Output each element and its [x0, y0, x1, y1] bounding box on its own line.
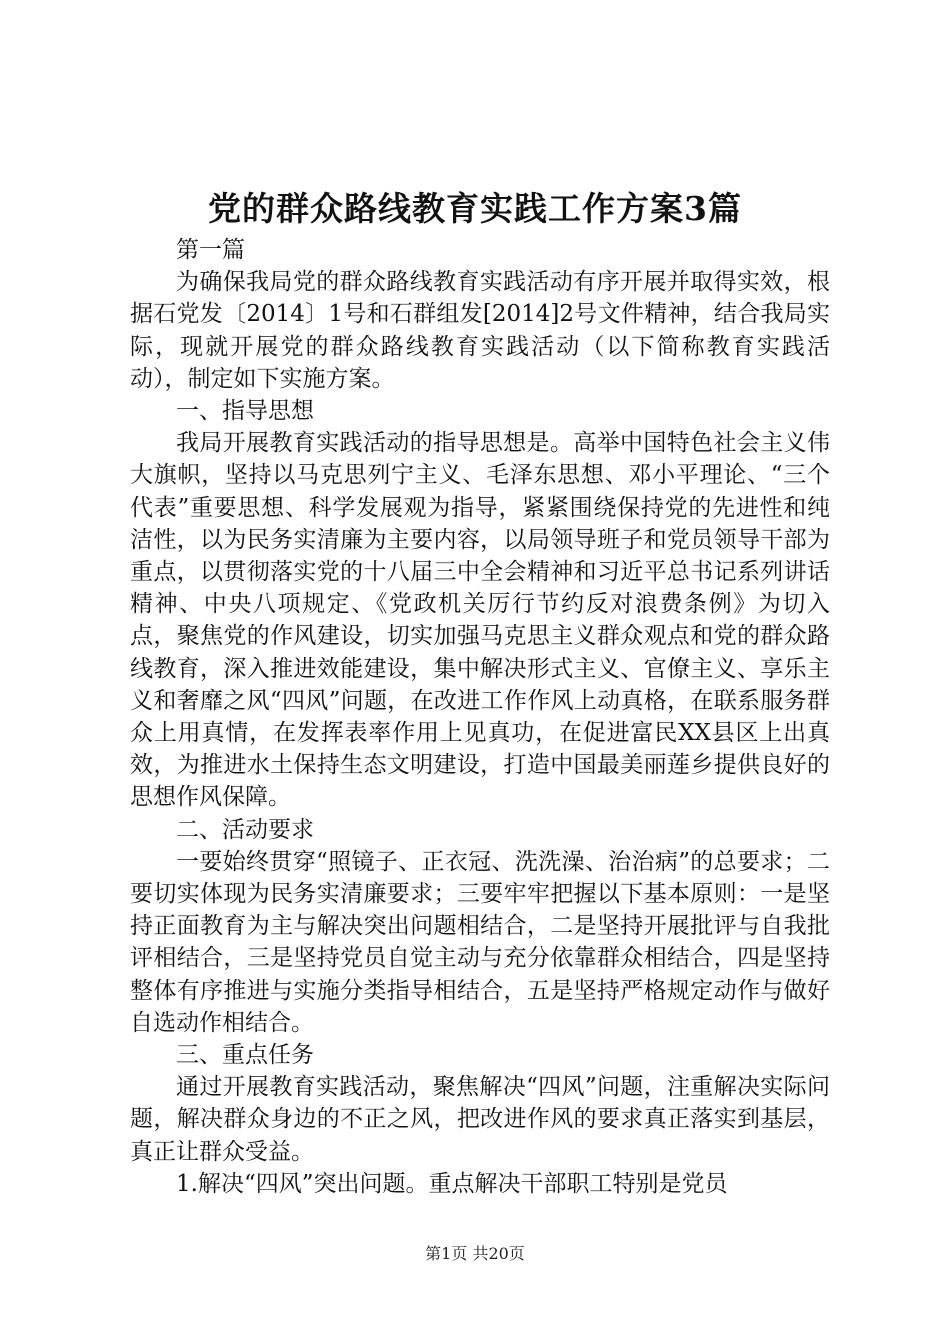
document-title: 党的群众路线教育实践工作方案3篇 [208, 189, 742, 228]
paragraph-requirements: 一要始终贯穿“照镜子、正衣冠、洗洗澡、治治病”的总要求；二要切实体现为民务实清廉要求；三要牢牢把握以下基本原则：一是坚持正面教育为主与解决突出问题相结合，二是坚持开展批评与自我批评相结合，三是坚持党员自觉主动与充分依靠群众相结合，四是坚持整体有序推进与实施分类指导相结合，五是坚持严格规定动作与做好自选动作相结合。 [130, 848, 830, 1036]
paragraph-key-tasks: 通过开展教育实践活动，聚焦解决“四风”问题，注重解决实际问题，解决群众身边的不正之风，把改进作风的要求真正落实到基层，真正让群众受益。 [130, 1074, 830, 1165]
document-body [130, 234, 830, 1200]
page-footer: 第1页 共20页 [425, 1244, 525, 1263]
section-heading-key-tasks: 三、重点任务 [176, 1042, 314, 1069]
part-label: 第一篇 [176, 237, 245, 263]
section-heading-requirements: 二、活动要求 [176, 816, 314, 843]
paragraph-task-1: 1.解决“四风”突出问题。重点解决干部职工特别是党员 [176, 1170, 728, 1197]
paragraph-intro: 为确保我局党的群众路线教育实践活动有序开展并取得实效，根据石党发〔2014〕1号和石群组发[2014]2号文件精神，结合我局实际，现就开展党的群众路线教育实践活动（以下简称教育实践活动），制定如下实施方案。 [130, 269, 830, 392]
section-heading-guiding-thought: 一、指导思想 [176, 398, 314, 425]
paragraph-guiding-thought: 我局开展教育实践活动的指导思想是。高举中国特色社会主义伟大旗帜，坚持以马克思列宁主义、毛泽东思想、邓小平理论、“三个代表”重要思想、科学发展观为指导，紧紧围绕保持党的先进性和纯洁性，以为民务实清廉为主要内容，以局领导班子和党员领导干部为重点，以贯彻落实党的十八届三中全会精神和习近平总书记系列讲话精神、中央八项规定、《党政机关厉行节约反对浪费条例》为切入点，聚焦党的作风建设，切实加强马克思主义群众观点和党的群众路线教育，深入推进效能建设，集中解决形式主义、官僚主义、享乐主义和奢靡之风“四风”问题，在改进工作作风上动真格，在联系服务群众上用真情，在发挥表率作用上见真功，在促进富民XX县区上出真效，为推进水土保持生态文明建设，打造中国最美丽莲乡提供良好的思想作风保障。 [130, 430, 830, 811]
